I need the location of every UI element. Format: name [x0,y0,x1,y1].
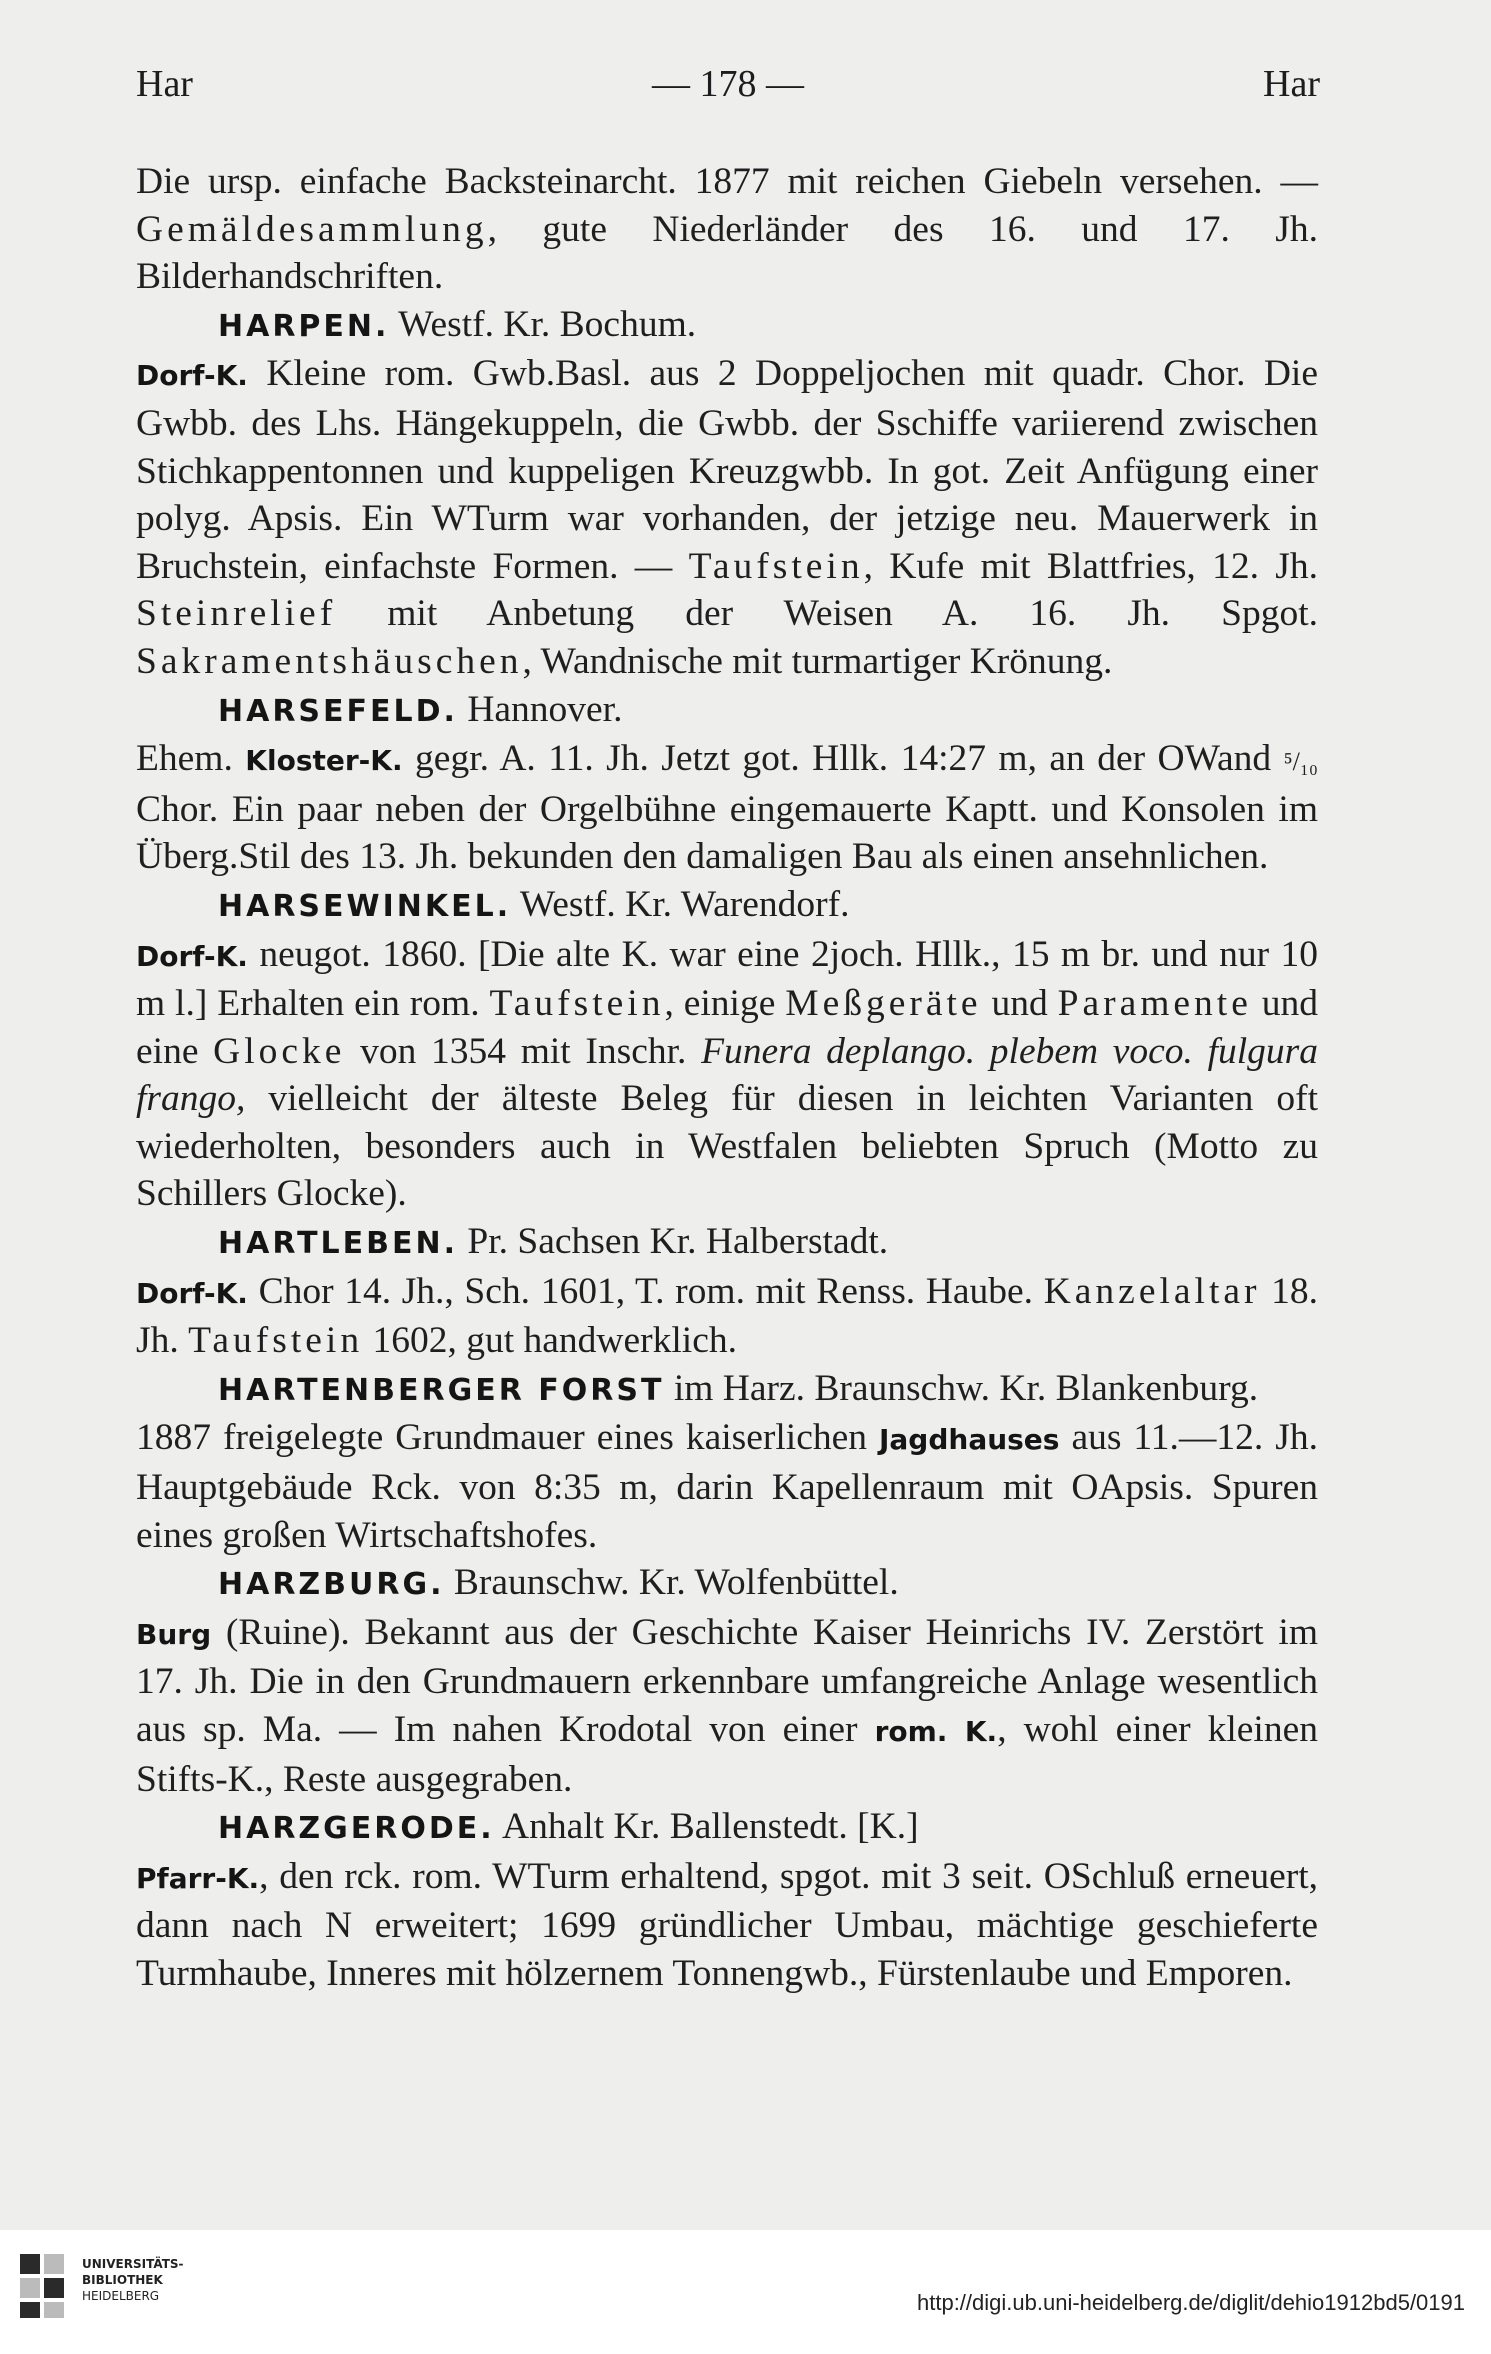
object-label: Dorf-K. [136,1276,248,1310]
text-run: Die ursp. einfache Backsteinarcht. 1877 mit reichen Giebeln versehen. — [136,161,1318,202]
entry-region: Braunschw. Kr. Wolfenbüttel. [453,1562,899,1604]
text-run: 1602, gut handwerklich. [363,1320,737,1362]
entry-body-harzburg [136,1609,1318,1803]
running-head [136,62,1320,122]
text-run: und eine [136,983,1318,1072]
entry-region: Westf. Kr. Warendorf. [519,883,850,925]
entry-body-hartenberger-forst [136,1414,1318,1559]
entry-region: im Harz. Braunschw. Kr. Blankenburg. [673,1367,1259,1409]
text-run: , wohl einer kleinen Stifts-K., Reste ausgegraben. [136,1709,1318,1800]
text-run: Chor 14. Jh., Sch. 1601, T. rom. mit Renss. Haube. [247,1270,1044,1312]
emphasis-term: Paramente [1057,983,1252,1025]
entry-title: HARZGERODE. [218,1811,495,1847]
text-run: mit Anbetung der Weisen A. 16. Jh. Spgot. [336,593,1318,635]
text-run: (Ruine). Bekannt aus der Geschichte Kaiser Heinrichs IV. Zerstört im 17. Jh. Die in den Grundmauern erkennbare umfangreiche Anlage wesentlich aus sp. Ma. — Im nahen Krodotal von einer [136,1611,1318,1750]
entry-heading-harsewinkel [136,881,1318,931]
object-label: Kloster-K. [245,744,403,778]
text-run: , einige [664,983,786,1025]
text-run: und [981,983,1058,1025]
entry-body-harpen [136,350,1318,685]
emphasis-term: Taufstein [188,1320,364,1362]
entry-body-harsewinkel [136,931,1318,1219]
latin-inscription: Funera deplango. plebem voco. fulgura frango, [136,1030,1319,1120]
text-run: , den rck. rom. WTurm erhaltend, spgot. mit 3 seit. OSchluß erneuert, dann nach N erweitert; 1699 gründlicher Umbau, mächtige geschieferte Turmhaube, Inneres mit hölzernem Tonnengwb., Fürstenlaube und Emporen. [136,1855,1318,1994]
entry-region: Westf. Kr. Bochum. [398,303,697,345]
entry-heading-harpen [136,301,1318,351]
entry-title: HARTENBERGER FORST [218,1372,665,1408]
running-head-right: Har [1263,63,1320,105]
entry-intro-paragraph [136,158,1318,301]
page-body [136,158,1318,1998]
source-url-link[interactable]: http://digi.ub.uni-heidelberg.de/diglit/dehio1912bd5/0191 [917,2290,1465,2315]
emphasis-term: Kanzelaltar [1043,1270,1261,1312]
text-run: Kleine rom. Gwb.Basl. aus 2 Doppeljochen mit quadr. Chor. Die Gwbb. des Lhs. Hängekuppeln, die Gwbb. der Sschiffe variierend zwischen Stichkappentonnen und kuppeligen Kreuzgwbb. In got. Zeit Anfügung einer polyg. Apsis. Ein WTurm war vorhanden, der jetzige neu. Mauerwerk in Bruchstein, einfachste Formen. — [136,353,1318,587]
entry-title: HARSEFELD. [218,693,458,729]
object-label: Jagdhauses [878,1423,1060,1457]
text-run: neugot. 1860. [Die alte K. war eine 2joch. Hllk., 15 m br. und nur 10 m l.] Erhalten ein rom. [136,933,1318,1025]
entry-region: Hannover. [467,688,623,730]
text-run: gegr. A. 11. Jh. Jetzt got. Hllk. 14:27 m, an der OWand [402,738,1284,780]
entry-heading-harsefeld [136,686,1318,736]
emphasis-gemaeldesammlung: Gemäldesammlung [136,208,488,250]
entry-title: HARZBURG. [218,1567,445,1603]
object-label: Pfarr-K. [136,1861,260,1895]
running-head-left: Har [136,63,193,105]
entry-title: HARSEWINKEL. [218,888,512,924]
entry-body-harsefeld [136,735,1318,881]
text-run: , gute Niederländer des 16. und 17. Jh. Bilderhandschriften. [136,208,1318,298]
emphasis-term: Sakramentshäuschen [136,640,523,682]
object-label: rom. K. [874,1715,998,1748]
entry-body-hartleben [136,1268,1318,1365]
text-run: , Wandnische mit turmartiger Krönung. [522,640,1113,682]
emphasis-term: Meßgeräte [785,983,982,1025]
emphasis-term: Taufstein [688,545,864,587]
entry-title: HARPEN. [218,308,390,344]
entry-heading-hartleben [136,1218,1318,1268]
entry-body-harzgerode [136,1853,1318,1998]
text-run: von 1354 mit Inschr. [345,1030,702,1072]
object-label: Dorf-K. [136,939,248,973]
entry-heading-hartenberger-forst [136,1365,1318,1415]
entry-title: HARTLEBEN. [218,1226,459,1262]
library-name-line: UNIVERSITÄTS- [82,2257,184,2271]
emphasis-term: Glocke [213,1030,346,1072]
text-run: Ehem. [136,738,246,780]
object-label: Dorf-K. [136,359,248,393]
entry-heading-harzburg [136,1559,1318,1609]
entry-region: Anhalt Kr. Ballenstedt. [K.] [502,1806,919,1848]
library-name-line: BIBLIOTHEK [82,2273,163,2287]
library-name [82,2256,184,2304]
entry-region: Pr. Sachsen Kr. Halberstadt. [467,1221,889,1263]
emphasis-term: Taufstein [489,983,665,1025]
emphasis-term: Steinrelief [136,593,337,635]
library-name-line: HEIDELBERG [82,2289,160,2303]
object-label: Burg [136,1617,212,1651]
fraction: ⁵/₁₀ [1283,747,1318,777]
text-run: , Kufe mit Blattfries, 12. Jh. [863,545,1319,587]
text-run: 18. Jh. [136,1270,1319,1362]
text-run: Chor. Ein paar neben der Orgelbühne eingemauerte Kaptt. und Konsolen im Überg.Stil des 13. Jh. bekunden den damaligen Bau als einen ansehnlichen. [136,788,1318,878]
entry-heading-harzgerode [136,1803,1318,1853]
text-run: aus 11.—12. Jh. Hauptgebäude Rck. von 8:35 m, darin Kapellenraum mit OApsis. Spuren eines großen Wirtschaftshofes. [136,1417,1318,1556]
text-run: 1887 freigelegte Grundmauer eines kaiserlichen [136,1417,879,1459]
library-logo-icon [16,2250,68,2322]
page-number: — 178 — [652,63,804,105]
footer-bar [0,2230,1491,2354]
text-run: vielleicht der älteste Beleg für diesen in leichten Varianten oft wiederholten, besonders auch in Westfalen beliebten Spruch (Motto zu Schillers Glocke). [136,1078,1318,1215]
